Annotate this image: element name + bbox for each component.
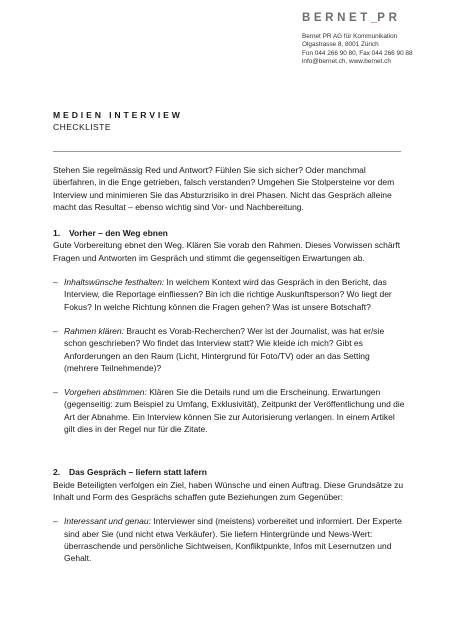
list-item-text <box>64 515 405 564</box>
list-item <box>53 276 405 313</box>
list-item <box>53 515 405 564</box>
address-line: Olgastrasse 8, 8001 Zürich <box>302 41 379 49</box>
bullet-dash: – <box>53 277 58 288</box>
divider <box>53 151 401 152</box>
section-number: 1. <box>53 228 61 239</box>
address-line: Bernet PR AG für Kommunikation <box>302 33 398 40</box>
list-item-text <box>64 276 405 313</box>
section-heading-text: Vorher – den Weg ebnen <box>69 228 168 239</box>
section-spacer <box>53 447 405 466</box>
list-item-label: Vorgehen abstimmen: <box>64 387 147 398</box>
section-number: 2. <box>53 467 61 478</box>
document-title: MEDIEN INTERVIEW <box>53 110 183 120</box>
list-item-text <box>64 386 405 435</box>
logo-text-end: PR <box>377 12 401 24</box>
section-heading <box>53 227 405 239</box>
list-item-label: Inhaltswünsche festhalten: <box>64 277 165 288</box>
list-item-label: Interessant und genau: <box>64 516 151 527</box>
bullet-dash: – <box>53 387 58 398</box>
list-item <box>53 325 405 374</box>
document-body <box>53 164 405 576</box>
bullet-dash: – <box>53 516 58 527</box>
logo-accent-mark: _ <box>370 12 378 24</box>
section-heading <box>53 466 405 478</box>
company-logo <box>302 12 400 24</box>
list-item-body: In welchem Kontext wird das Gespräch in den Bericht, das Interview, die Reportage einfliessen? Bin ich die richtige Auskunftsperson? Wo liegt der Fokus? In welche Richtung können die Fragen gehen? Was ist unsere Botschaft? <box>64 277 392 312</box>
list-item <box>53 386 405 435</box>
document-subtitle: CHECKLISTE <box>53 122 111 132</box>
address-line: Fon 044 266 90 80, Fax 044 266 90 88 <box>302 49 413 57</box>
section-2 <box>53 466 405 564</box>
list-item-body: Braucht es Vorab-Recherchen? Wer ist der Journalist, was hat er/sie schon geschrieben? Wo findet das Interview statt? Wie kleide ich mich? Gibt es Anforderungen an den Raum (Licht, Hintergrund für Foto/TV) oder an das Setting (mehrere Teilnehmende)? <box>64 325 385 373</box>
section-heading-text: Das Gespräch – liefern statt lafern <box>69 467 207 478</box>
bullet-dash: – <box>53 325 58 336</box>
list-item-label: Rahmen klären: <box>64 325 125 336</box>
list-item-text <box>64 325 405 374</box>
section-paragraph: Beide Beteiligten verfolgen ein Ziel, haben Wünsche und einen Auftrag. Diese Grundsätze zu Inhalt und Form des Gesprächs schaffen gute Beziehungen zum Gegenüber: <box>53 479 404 502</box>
section-1 <box>53 227 405 435</box>
section-paragraph: Gute Vorbereitung ebnet den Weg. Klären Sie vorab den Rahmen. Dieses Vorwissen schärft Fragen und Antworten im Gespräch und stimmt die gegenseitigen Erwartungen ab. <box>53 240 401 263</box>
company-address <box>302 33 413 67</box>
address-line: info@bernet.ch, www.bernet.ch <box>302 58 391 66</box>
list-item-body: Klären Sie die Details rund um die Erscheinung. Erwartungen (gegenseitig: zum Beispiel zu Umfang, Exklusivität), Zeitpunkt der Veröffentlichung und die Art der Abnahme. Ein Interview können Sie zur Autorisierung verlangen. In einem Artikel gilt dies in der Regel nur für die Zitate. <box>64 387 405 435</box>
intro-paragraph: Stehen Sie regelmässig Red und Antwort? Fühlen Sie sich sicher? Oder manchmal überfahren, in die Enge getrieben, falsch verstanden? Umgehen Sie Stolpersteine vor dem Interview und minimieren Sie das Absturzrisiko in drei Phasen. Nicht das Gespräch alleine macht das Resultat – ebenso wichtig sind Vor- und Nachbereitung. <box>53 165 395 212</box>
list-item-body: Interviewer sind (meistens) vorbereitet und informiert. Der Experte sind aber Sie (und nicht etwa Verkäufer). Sie liefern Hintergründe und News-Wert: überraschende und persönliche Sichtweisen, Konfliktpunkte, Infos mit Lesernutzen und Gehalt. <box>64 516 402 564</box>
logo-text: BERNET <box>302 12 371 24</box>
